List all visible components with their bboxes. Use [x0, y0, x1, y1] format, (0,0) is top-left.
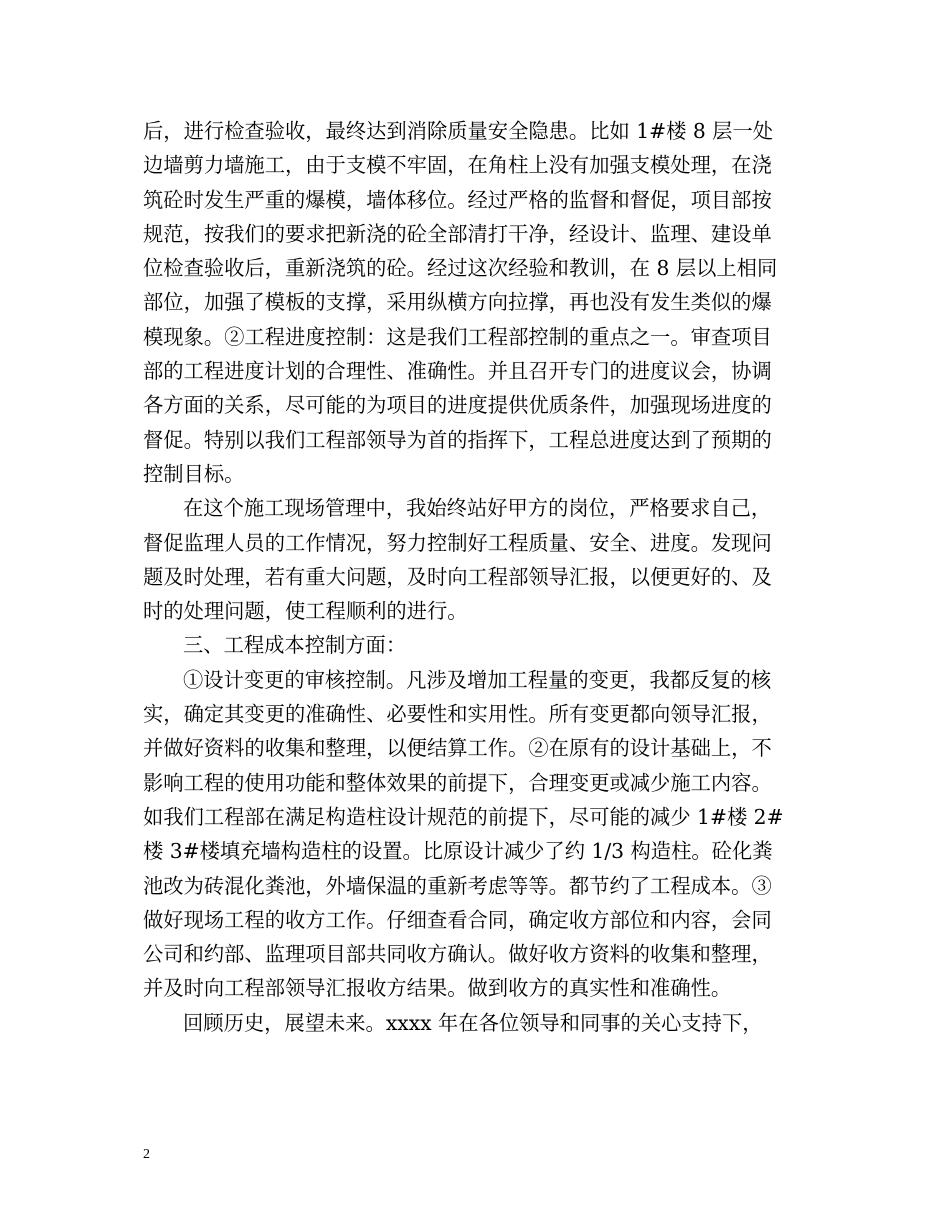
- text-line: 部的工程进度计划的合理性、准确性。并且召开专门的进度议会，协调: [143, 359, 772, 384]
- text-line: 实，确定其变更的准确性、必要性和实用性。所有变更都向领导汇报，: [143, 702, 772, 727]
- text-line: 如我们工程部在满足构造柱设计规范的前提下，尽可能的减少 1#楼 2#: [143, 804, 784, 829]
- text-line: 督促。特别以我们工程部领导为首的指挥下，工程总进度达到了预期的: [143, 427, 772, 452]
- text-line: 位检查验收后，重新浇筑的砼。经过这次经验和教训，在 8 层以上相同: [143, 256, 778, 281]
- text-line: 边墙剪力墙施工，由于支模不牢固，在角柱上没有加强支模处理，在浇: [143, 153, 772, 178]
- text-line: 并及时向工程部领导汇报收方结果。做到收方的真实性和准确性。: [143, 976, 732, 1001]
- paragraph-first-line: ①设计变更的审核控制。凡涉及增加工程量的变更，我都反复的核: [183, 667, 772, 692]
- text-line: 影响工程的使用功能和整体效果的前提下，合理变更或减少施工内容。: [143, 770, 772, 795]
- text-line: 后，进行检查验收，最终达到消除质量安全隐患。比如 1#楼 8 层一处: [143, 119, 774, 143]
- text-line: 规范，按我们的要求把新浇的砼全部清打干净，经设计、监理、建设单: [143, 221, 772, 246]
- text-line: 部位，加强了模板的支撑，采用纵横方向拉撑，再也没有发生类似的爆: [143, 290, 772, 315]
- text-line: 楼 3#楼填充墙构造柱的设置。比原设计减少了约 1/3 构造柱。砼化粪: [143, 839, 773, 864]
- text-line: 公司和约部、监理项目部共同收方确认。做好收方资料的收集和整理，: [143, 942, 772, 967]
- paragraph-first-line: 在这个施工现场管理中，我始终站好甲方的岗位，严格要求自己，: [183, 496, 772, 521]
- text-line: 各方面的关系，尽可能的为项目的进度提供优质条件，加强现场进度的: [143, 393, 772, 418]
- text-line: 并做好资料的收集和整理，以便结算工作。②在原有的设计基础上，不: [143, 736, 772, 761]
- text-line: 做好现场工程的收方工作。仔细查看合同，确定收方部位和内容，会同: [143, 907, 772, 932]
- text-line: 池改为砖混化粪池，外墙保温的重新考虑等等。都节约了工程成本。③: [143, 873, 772, 898]
- text-line: 控制目标。: [143, 461, 245, 486]
- paragraph-first-line: 回顾历史，展望未来。xxxx 年在各位领导和同事的关心支持下，: [183, 1010, 763, 1035]
- body-text: [143, 114, 818, 1040]
- text-line: 督促监理人员的工作情况，努力控制好工程质量、安全、进度。发现问: [143, 530, 772, 555]
- page-number: 2: [143, 1147, 150, 1162]
- text-line: 模现象。②工程进度控制：这是我们工程部控制的重点之一。审查项目: [143, 324, 772, 349]
- text-line: 筑砼时发生严重的爆模，墙体移位。经过严格的监督和督促，项目部按: [143, 187, 772, 212]
- section-heading: 三、工程成本控制方面：: [183, 633, 407, 658]
- text-line: 时的处理问题，使工程顺利的进行。: [143, 599, 468, 624]
- text-line: 题及时处理，若有重大问题，及时向工程部领导汇报，以便更好的、及: [143, 564, 772, 589]
